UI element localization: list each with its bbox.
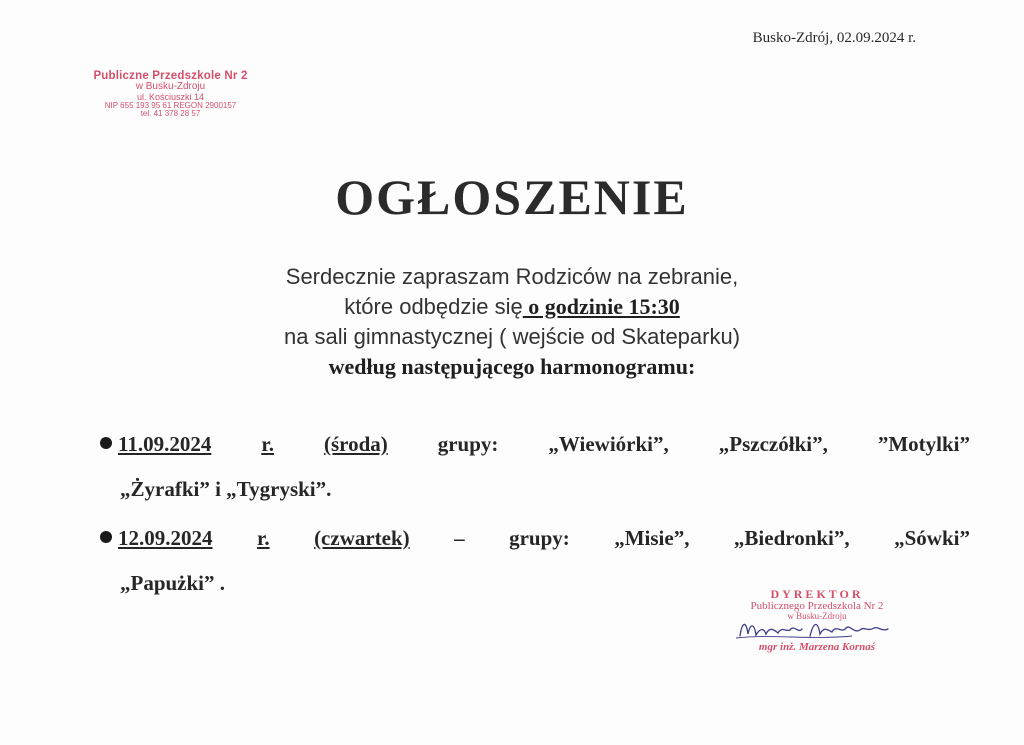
stamp-name: Publiczne Przedszkole Nr 2 [93,70,248,82]
bullet-icon [100,531,112,543]
invite-line-2-prefix: które odbędzie się [344,294,523,319]
schedule-date: 12.09.2024 [118,526,213,550]
schedule-groups-continued: „Papużki” . [120,571,226,595]
stamp-phone: tel. 41 378 28 57 [140,109,201,119]
schedule-day: (czwartek) [314,526,410,550]
stamp-street: ul. Kościuszki 14 [136,91,205,102]
meeting-time: o godzinie 15:30 [522,294,680,319]
schedule-r: r. [261,432,274,456]
group-name: „Misie”, [614,526,690,550]
group-name: „Sówki” [894,526,970,550]
announcement-title: OGŁOSZENIE [335,169,689,225]
stamp-ids: NIP 655 193 95 61 REGON 2900157 [104,101,237,110]
schedule-item [100,432,970,502]
schedule-r: r. [256,526,270,550]
bullet-icon [100,437,112,449]
group-name: „Pszczółki”, [718,432,828,456]
director-signature [722,588,912,653]
schedule-dash: – [454,526,465,550]
schedule-item-date-group [100,526,213,551]
schedule-item [100,526,970,596]
schedule-date: 11.09.2024 [118,432,212,456]
invite-line-2 [0,292,1024,322]
schedule-groups-continued: „Żyrafki” i „Tygryski”. [120,477,332,501]
schedule-item-row [100,526,970,551]
group-name: ”Motylki” [877,432,970,456]
stamp-city: w Busku-Zdroju [135,81,206,93]
signature-institution: Publicznego Przedszkola Nr 2 [750,599,884,612]
schedule-item-date-group [100,432,211,457]
document-date: Busko-Zdrój, 02.09.2024 r. [752,30,916,46]
schedule-day: (środa) [323,432,388,456]
institution-stamp [88,70,253,119]
group-name: „Wiewiórki”, [548,432,669,456]
schedule-heading: według następującego harmonogramu: [328,354,696,379]
schedule-label: grupy: [509,526,570,550]
signature-city: w Busku-Zdroju [787,611,847,622]
signature-name: mgr inż. Marzena Kornaś [758,640,876,653]
schedule-label: grupy: [437,432,499,456]
invite-line-3: na sali gimnastycznej ( wejście od Skateparku) [283,324,741,349]
group-name: „Biedronki”, [733,526,850,550]
signature-role: DYREKTOR [770,587,864,601]
schedule-item-row [100,432,970,457]
invitation-text [0,262,1024,382]
invite-line-1: Serdecznie zapraszam Rodziców na zebranie, [285,264,739,289]
